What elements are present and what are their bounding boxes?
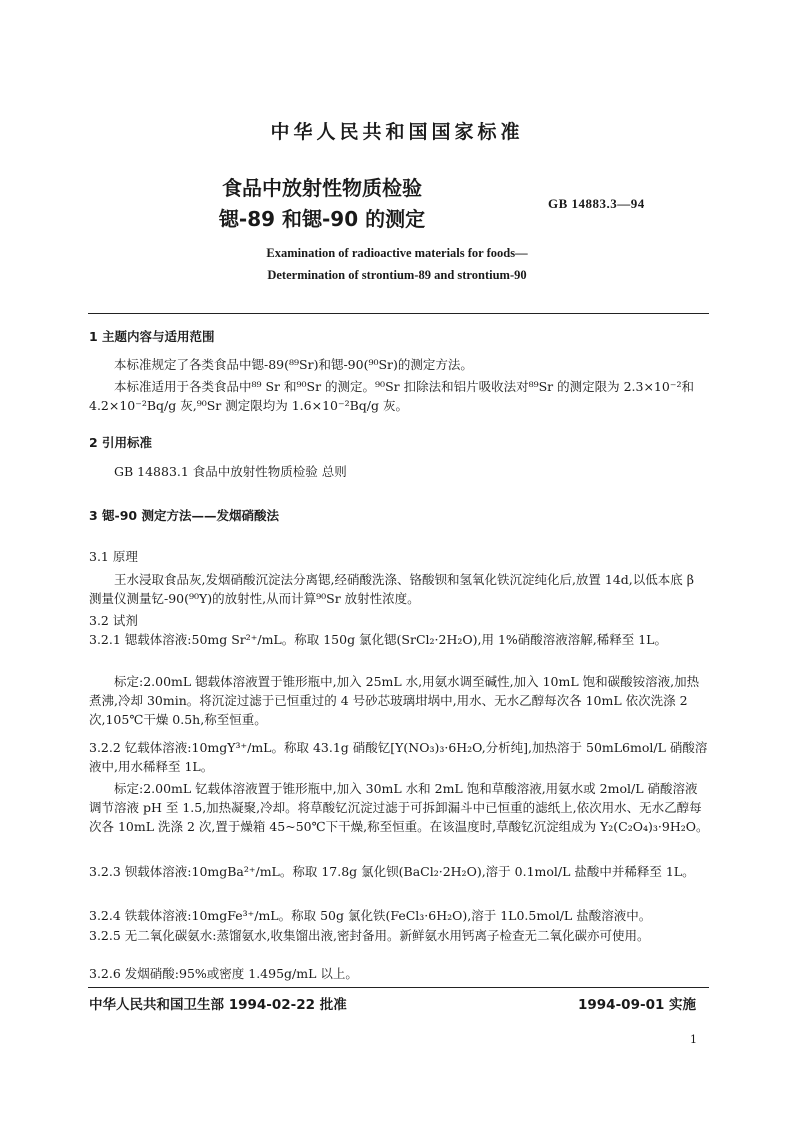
page-number: 1: [690, 1033, 697, 1046]
implementation-date: 1994-09-01 实施: [578, 997, 697, 1013]
clause-3-2-1: 3.2.1 锶载体溶液:50mg Sr²⁺/mL。称取 150g 氯化锶(SrCl₂·2H₂O),用 1%硝酸溶液溶解,稀释至 1L。: [89, 632, 667, 647]
approval-line: 中华人民共和国卫生部 1994-02-22 批准: [89, 997, 347, 1013]
clause-3-2-2-calibration: 标定:2.00mL 钇载体溶液置于锥形瓶中,加入 30mL 水和 2mL 饱和草酸溶液,用氨水或 2mol/L 硝酸溶液调节溶液 pH 至 1.5,加热凝聚,冷却。将草酸钇沉淀过滤于可拆卸漏斗中已恒重的滤纸上,依次用水、无水乙醇每次各 10mL 洗涤 2 次,置于燥箱 45~50℃下干燥,称至恒重。在该温度时,草酸钇沉淀组成为 Y₂(C₂O₄)₃·9H₂O。: [89, 781, 709, 834]
header-rule: [88, 313, 709, 314]
issuing-organization: 中华人民共和国国家标准: [270, 121, 524, 143]
clause-3-2-5: 3.2.5 无二氧化碳氨水:蒸馏氨水,收集馏出液,密封备用。新鲜氨水用钙离子检查无二氧化碳亦可使用。: [89, 928, 650, 943]
section-1-scope-paragraph: 本标准规定了各类食品中锶-89(⁸⁹Sr)和锶-90(⁹⁰Sr)的测定方法。: [114, 357, 473, 372]
clause-3-2-6: 3.2.6 发烟硝酸:95%或密度 1.495g/mL 以上。: [89, 966, 358, 981]
english-title-line-1: Examination of radioactive materials for foods—: [266, 246, 528, 260]
referenced-standard: GB 14883.1 食品中放射性物质检验 总则: [114, 464, 347, 479]
clause-3-1-heading: 3.1 原理: [89, 549, 138, 564]
clause-3-2-1-calibration: 标定:2.00mL 锶载体溶液置于锥形瓶中,加入 25mL 水,用氨水调至碱性,加入 10mL 饱和碳酸铵溶液,加热煮沸,冷却 30min。将沉淀过滤于已恒重过的 4 号砂芯玻璃坩埚中,用水、无水乙醇每次各 10mL 依次洗涤 2 次,105℃干燥 0.5h,称至恒重。: [89, 674, 700, 727]
section-1-heading: 1 主题内容与适用范围: [89, 329, 215, 344]
clause-3-2-heading: 3.2 试剂: [89, 613, 138, 628]
section-1-applicability-paragraph: 本标准适用于各类食品中⁸⁹ Sr 和⁹⁰Sr 的测定。⁹⁰Sr 扣除法和铝片吸收法对⁸⁹Sr 的测定限为 2.3×10⁻²和 4.2×10⁻²Bq/g 灰,⁹⁰Sr 测定限均为 1.6×10⁻²Bq/g 灰。: [89, 379, 694, 413]
footer-rule: [88, 987, 709, 988]
english-title-line-2: Determination of strontium-89 and strontium-90: [267, 268, 527, 282]
section-2-heading: 2 引用标准: [89, 435, 153, 450]
title-line-2: 锶-89 和锶-90 的测定: [218, 207, 426, 231]
title-line-1: 食品中放射性物质检验: [222, 176, 422, 200]
standard-number: GB 14883.3—94: [548, 196, 645, 211]
clause-3-2-2: 3.2.2 钇载体溶液:10mgY³⁺/mL。称取 43.1g 硝酸钇[Y(NO₃)₃·6H₂O,分析纯],加热溶于 50mL6mol/L 硝酸溶液中,用水稀释至 1L。: [89, 740, 708, 774]
section-3-heading: 3 锶-90 测定方法——发烟硝酸法: [89, 508, 279, 523]
clause-3-2-3: 3.2.3 钡载体溶液:10mgBa²⁺/mL。称取 17.8g 氯化钡(BaCl₂·2H₂O),溶于 0.1mol/L 盐酸中并稀释至 1L。: [89, 864, 695, 879]
clause-3-2-4: 3.2.4 铁载体溶液:10mgFe³⁺/mL。称取 50g 氯化铁(FeCl₃·6H₂O),溶于 1L0.5mol/L 盐酸溶液中。: [89, 908, 652, 923]
clause-3-1-principle: 王水浸取食品灰,发烟硝酸沉淀法分离锶,经硝酸洗涤、铬酸钡和氢氧化铁沉淀纯化后,放置 14d,以低本底 β 测量仪测量钇-90(⁹⁰Y)的放射性,从而计算⁹⁰Sr 放射性浓度。: [89, 572, 694, 606]
